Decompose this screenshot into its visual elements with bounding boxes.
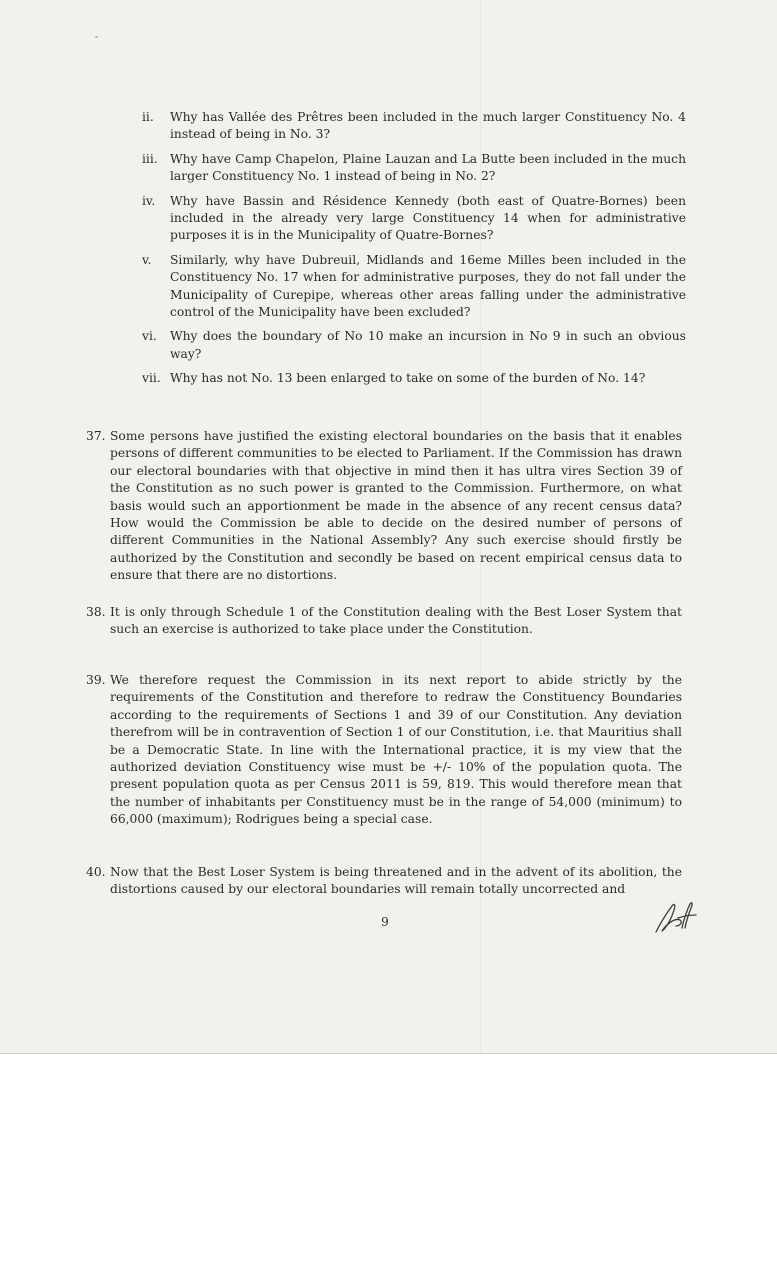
- item-text: Why has not No. 13 been enlarged to take on some of the burden of No. 14?: [170, 371, 646, 386]
- paragraph-40: [86, 864, 682, 899]
- item-text: Why does the boundary of No 10 make an incursion in No 9 in such an obvious way?: [170, 329, 686, 361]
- paragraph-number: 40.: [86, 865, 106, 879]
- list-item: [138, 151, 686, 186]
- paragraph-37: [86, 428, 682, 585]
- item-text: Why has Vallée des Prêtres been included in the much larger Constituency No. 4 instead of being in No. 3?: [170, 110, 686, 142]
- list-item: [138, 109, 686, 144]
- item-number: iii.: [142, 151, 158, 166]
- list-item: [138, 328, 686, 363]
- page-number: 9: [381, 915, 389, 929]
- paragraph-text: Now that the Best Loser System is being threatened and in the advent of its abolition, the distortions caused by our electoral boundaries will remain totally uncorrected and: [110, 865, 682, 897]
- item-number: iv.: [142, 193, 156, 208]
- item-text: Why have Camp Chapelon, Plaine Lauzan and La Butte been included in the much larger Constituency No. 1 instead of being in No. 2?: [170, 151, 686, 184]
- paragraph-38: [86, 604, 682, 639]
- list-item: [138, 193, 686, 245]
- item-number: vii.: [142, 371, 161, 386]
- list-item: [138, 252, 686, 322]
- paragraph-text: It is only through Schedule 1 of the Constitution dealing with the Best Loser System that such an exercise is authorized to take place under the Constitution.: [110, 605, 682, 637]
- item-number: vi.: [142, 329, 157, 344]
- scan-mark: [95, 36, 98, 38]
- initials-signature-icon: [650, 898, 698, 938]
- paragraph-number: 38.: [86, 605, 106, 619]
- item-text: Why have Bassin and Résidence Kennedy (both east of Quatre-Bornes) been included in the already very large Constituency 14 when for administrative purposes it is in the Municipality of Quatre-Bornes?: [170, 193, 686, 243]
- paragraph-text: Some persons have justified the existing electoral boundaries on the basis that it enables persons of different communities to be elected to Parliament. If the Commission has drawn our electoral boundaries with that objective in mind then it has ultra vires Section 39 of the Constitution as no such power is granted to the Commission. Furthermore, on what basis would such an apportionment be made in the absence of any recent census data? How would the Commission be able to decide on the desired number of persons of different Communities in the National Assembly? Any such exercise should firstly be authorized by the Constitution and secondly be based on recent empirical census data to ensure that there are no distortions.: [110, 429, 682, 583]
- item-number: v.: [142, 252, 152, 267]
- list-item: [138, 370, 686, 387]
- paragraph-39: [86, 672, 682, 829]
- item-text: Similarly, why have Dubreuil, Midlands and 16eme Milles been included in the Constituency No. 17 when for administrative purposes, they do not fall under the Municipality of Curepipe, whereas other areas falling under the administrative control of the Municipality have been excluded?: [170, 252, 686, 320]
- paragraph-number: 37.: [86, 429, 106, 443]
- item-number: ii.: [142, 110, 154, 124]
- paragraph-number: 39.: [86, 673, 106, 687]
- questions-list: [138, 109, 686, 395]
- paragraph-text: We therefore request the Commission in its next report to abide strictly by the requirements of the Constitution and therefore to redraw the Constituency Boundaries according to the requirements of Sections 1 and 39 of our Constitution. Any deviation therefrom will be in contravention of Section 1 of our Constitution, i.e. that Mauritius shall be a Democratic State. In line with the International practice, it is my view that the authorized deviation Constituency wise must be +/- 10% of the population quota. The present population quota as per Census 2011 is 59, 819. This would therefore mean that the number of inhabitants per Constituency must be in the range of 54,000 (minimum) to 66,000 (maximum); Rodrigues being a special case.: [110, 673, 682, 827]
